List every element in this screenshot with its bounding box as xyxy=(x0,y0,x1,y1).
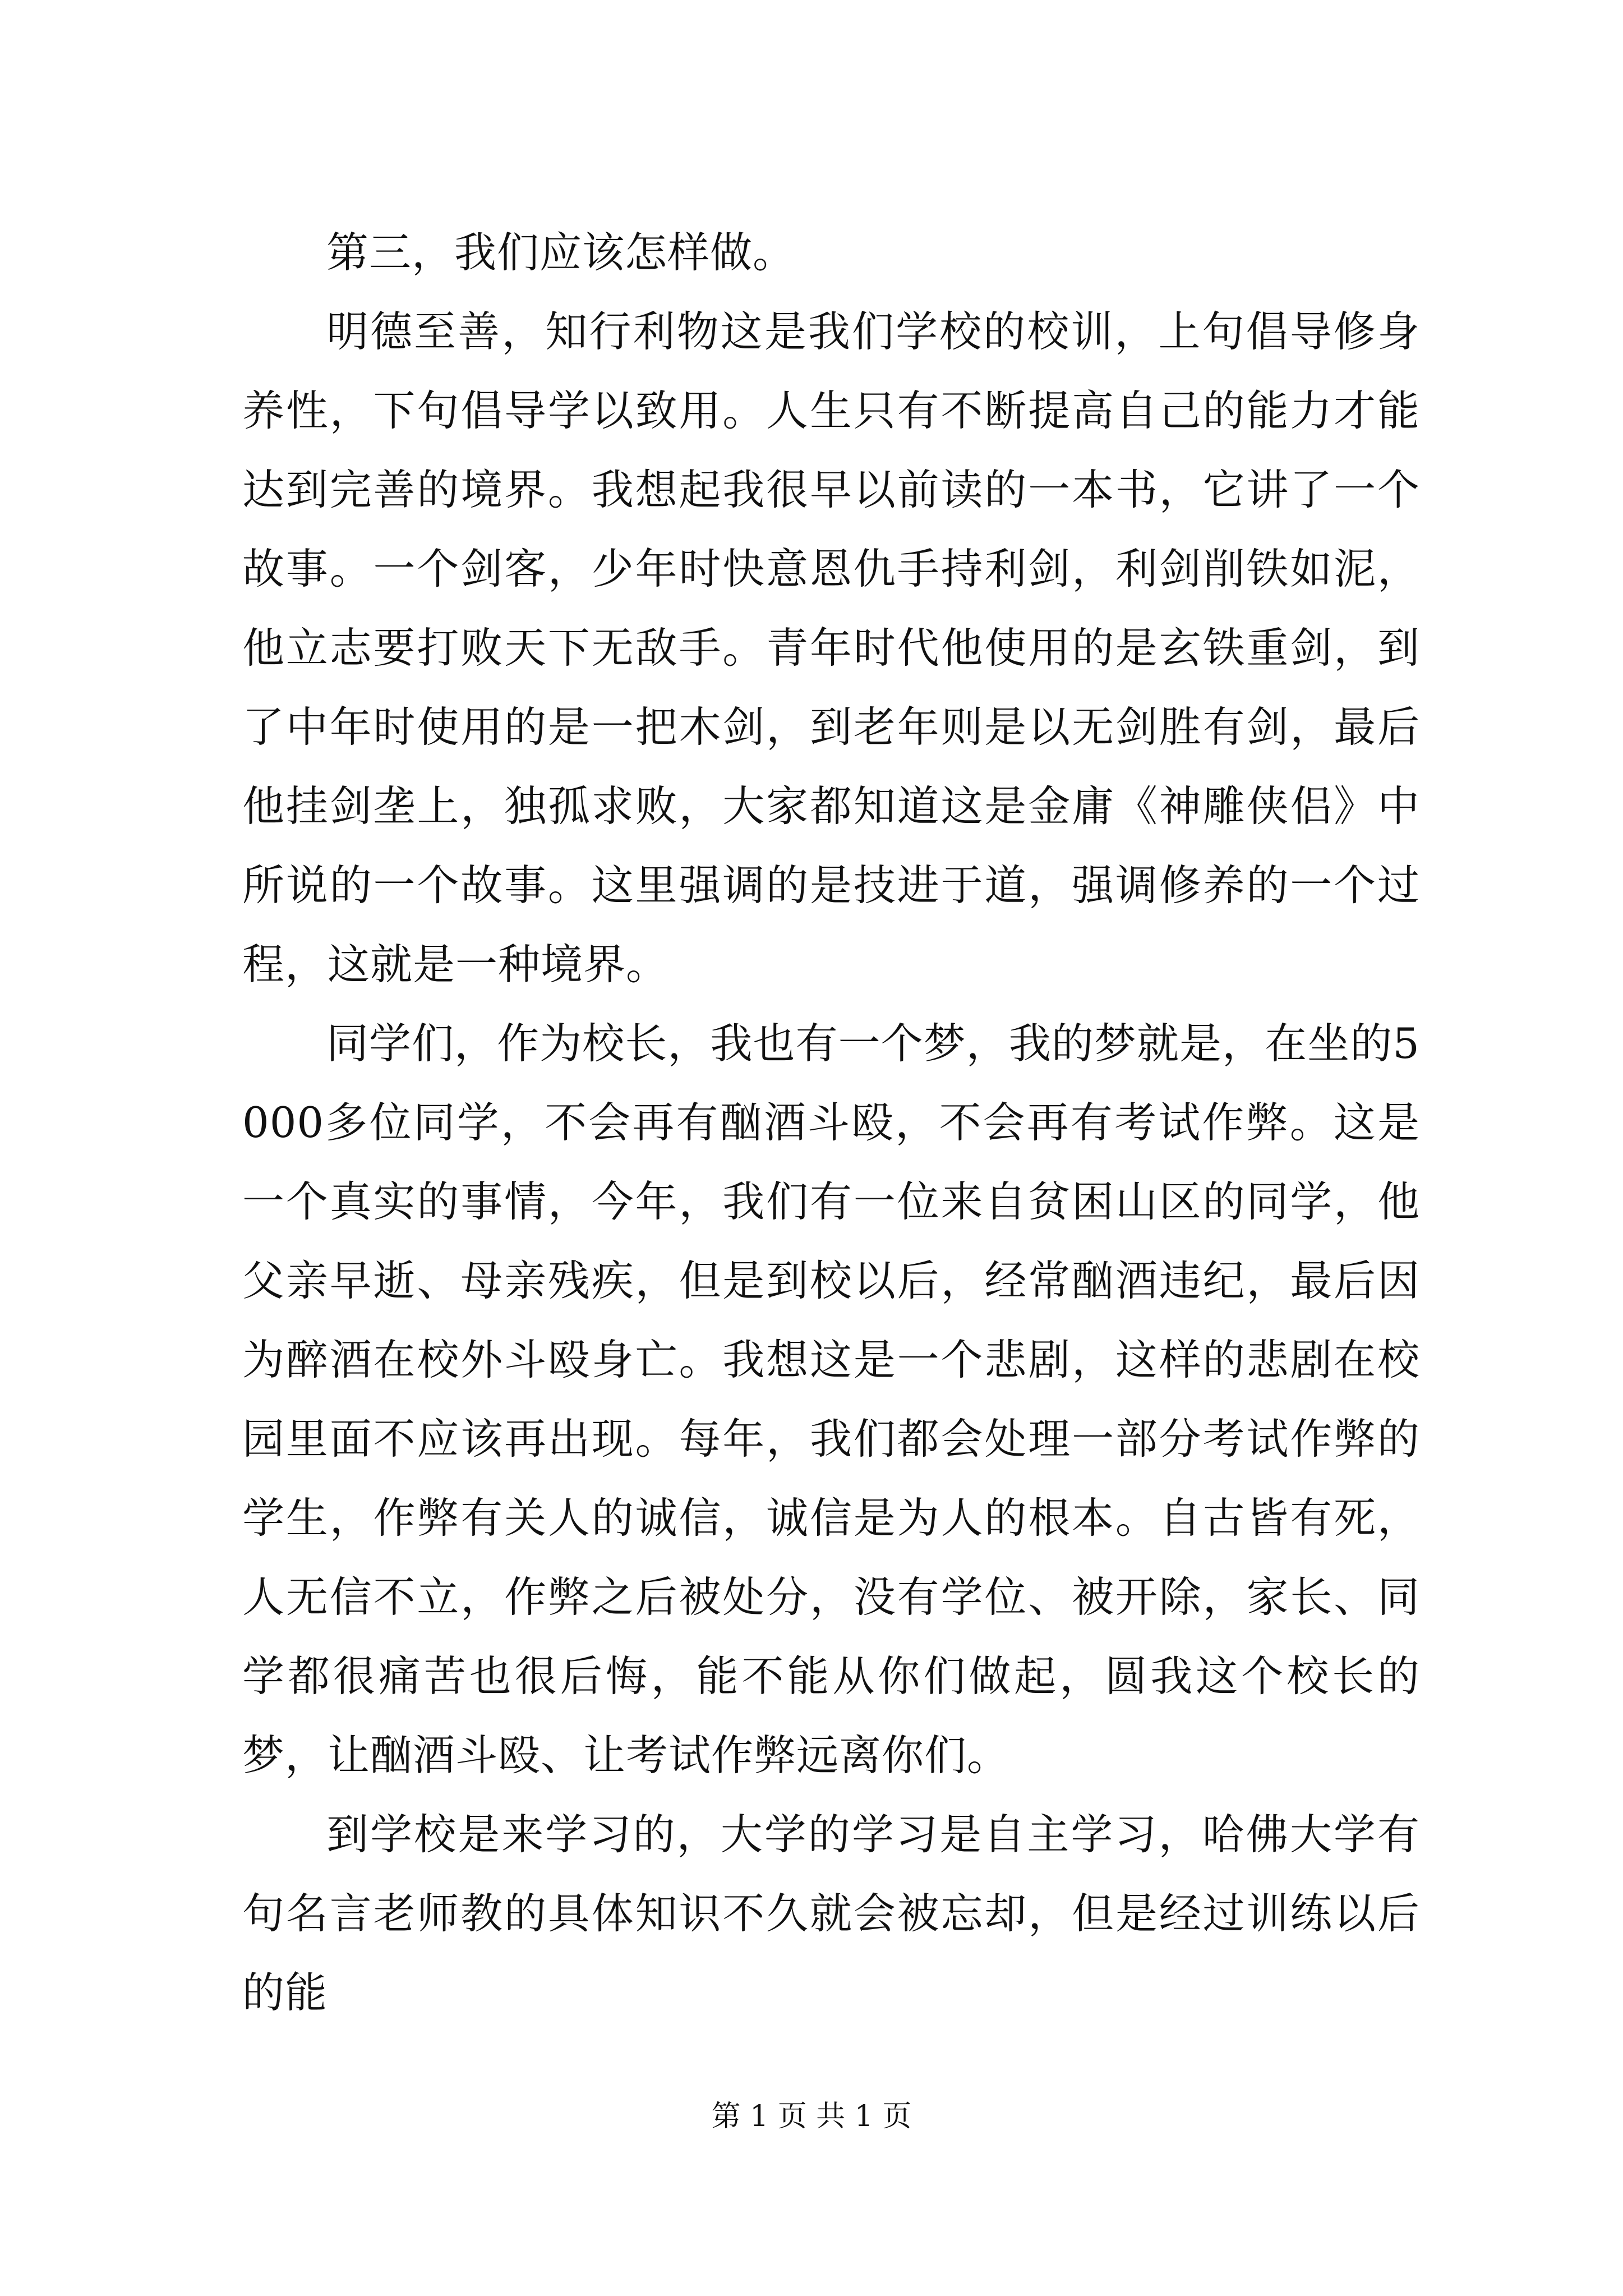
paragraph-school-motto: 明德至善，知行利物这是我们学校的校训，上句倡导修身养性，下句倡导学以致用。人生只有不断提高自己的能力才能达到完善的境界。我想起我很早以前读的一本书，它讲了一个故事。一个剑客，少年时快意恩仇手持利剑，利剑削铁如泥，他立志要打败天下无敌手。青年时代他使用的是玄铁重剑，到了中年时使用的是一把木剑，到老年则是以无剑胜有剑，最后他挂剑垄上，独孤求败，大家都知道这是金庸《神雕侠侣》中所说的一个故事。这里强调的是技进于道，强调修养的一个过程，这就是一种境界。 xyxy=(242,307,1420,989)
paragraph-principal-dream: 同学们，作为校长，我也有一个梦，我的梦就是，在坐的5000多位同学，不会再有酗酒斗殴，不会再有考试作弊。这是一个真实的事情，今年，我们有一位来自贫困山区的同学，他父亲早逝、母亲残疾，但是到校以后，经常酗酒违纪，最后因为醉酒在校外斗殴身亡。我想这是一个悲剧，这样的悲剧在校园里面不应该再出现。每年，我们都会处理一部分考试作弊的学生，作弊有关人的诚信，诚信是为人的根本。自古皆有死，人无信不立，作弊之后被处分，没有学位、被开除，家长、同学都很痛苦也很后悔，能不能从你们做起，圆我这个校长的梦，让酗酒斗殴、让考试作弊远离你们。 xyxy=(242,1019,1420,1780)
document-body xyxy=(242,213,1420,2032)
paragraph-heading-third-point: 第三，我们应该怎样做。 xyxy=(326,228,796,277)
paragraph-study: 到学校是来学习的，大学的学习是自主学习，哈佛大学有句名言老师教的具体知识不久就会被忘却，但是经过训练以后的能 xyxy=(242,1810,1420,2017)
page-number-footer: 第 1 页 共 1 页 xyxy=(711,2100,912,2133)
